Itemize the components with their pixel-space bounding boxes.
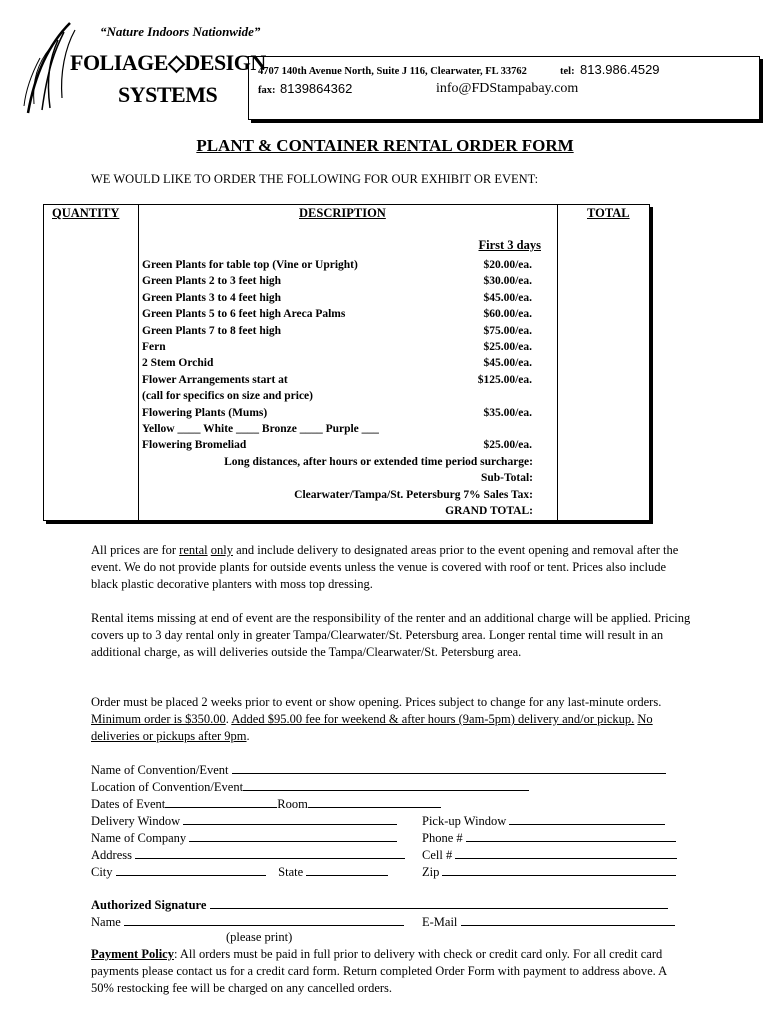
item-price <box>420 388 532 404</box>
text: . <box>246 729 250 743</box>
item-desc: Green Plants 3 to 4 feet high <box>142 291 282 304</box>
address-row <box>91 847 405 863</box>
convention-label: Name of Convention/Event <box>91 763 229 777</box>
name-field[interactable] <box>124 914 404 926</box>
company-row <box>91 830 397 846</box>
pricing-paragraph <box>91 542 691 593</box>
phone-number: 813.986.4529 <box>580 62 660 77</box>
column-divider <box>557 204 558 521</box>
first-days-label: First 3 days <box>478 238 541 252</box>
convention-field[interactable] <box>232 762 666 774</box>
email-address[interactable]: info@FDStampabay.com <box>436 81 579 96</box>
header-description: DESCRIPTION <box>299 206 386 220</box>
item-price: $45.00/ea. <box>483 291 532 304</box>
cell-label: Cell # <box>422 848 453 862</box>
delivery-label: Delivery Window <box>91 814 181 828</box>
email-row <box>422 914 675 930</box>
signature-row <box>91 897 668 913</box>
signature-label: Authorized Signature <box>91 898 207 912</box>
company-label: Name of Company <box>91 831 187 845</box>
zip-row <box>422 864 676 880</box>
pickup-field[interactable] <box>509 813 665 825</box>
location-field[interactable] <box>243 779 529 791</box>
payment-policy <box>91 946 691 997</box>
payment-policy-label: Payment Policy <box>91 947 174 961</box>
signature-field[interactable] <box>210 897 668 909</box>
fax-number: 8139864362 <box>280 81 353 96</box>
state-label: State <box>278 865 304 879</box>
item-price: $25.00/ea. <box>483 439 532 452</box>
page-title: PLANT & CONTAINER RENTAL ORDER FORM <box>196 136 574 155</box>
delivery-row <box>91 813 397 829</box>
item-desc: Yellow ____ White ____ Bronze ____ Purple ___ <box>142 422 379 435</box>
phone-label: Phone # <box>422 831 463 845</box>
text-only: only <box>210 543 233 557</box>
convention-row <box>91 762 666 778</box>
city-field[interactable] <box>116 864 266 876</box>
table-summary <box>150 454 533 520</box>
fax-label: fax: <box>258 85 276 96</box>
cell-row <box>422 847 677 863</box>
header-total: TOTAL <box>587 206 630 220</box>
item-desc: Green Plants 5 to 6 feet high Areca Palms <box>142 308 346 321</box>
address-field[interactable] <box>135 847 405 859</box>
text: Order must be placed 2 weeks prior to event or show opening. Prices subject to change for any last-minute orders. <box>91 695 662 709</box>
item-desc: Flower Arrangements start at <box>142 373 288 386</box>
item-price: $125.00/ea. <box>477 373 532 386</box>
item-price: $45.00/ea. <box>483 357 532 370</box>
item-desc: (call for specifics on size and price) <box>142 390 313 403</box>
after-hours-fee: Added $95.00 fee for weekend & after hours (9am-5pm) delivery and/or pickup. <box>231 712 635 726</box>
no-deliveries: No deliveries or pickups after 9pm <box>91 712 653 743</box>
item-price <box>420 421 532 437</box>
email-label: E-Mail <box>422 915 458 929</box>
pickup-row <box>422 813 665 829</box>
address-label: Address <box>91 848 132 862</box>
missing-items-paragraph: Rental items missing at end of event are the responsibility of the renter and an additional charge will be applied. Pricing covers up to 3 day rental only in greater Tampa/Clearwater/St. Petersburg area. Longer rental time will result in an additional charge, as will deliveries outside the Tampa/Clearwater/St. Petersburg area. <box>91 611 691 659</box>
minimum-order: Minimum order is $350.00 <box>91 712 226 726</box>
payment-policy-text: : All orders must be paid in full prior to delivery with check or credit card only. For all credit card payments please contact us for a credit card form. Return completed Order Form with payment to address above. A 50% restocking fee will be charged on any cancelled orders. <box>91 947 667 995</box>
city-label: City <box>91 865 113 879</box>
dates-row <box>91 796 441 812</box>
text: and include delivery to designated areas prior to the event opening and removal after the event. We do not provide plants for outside events unless the venue is covered with roof or tent. Prices also include black plastic decorative planters with moss top dressing. <box>91 543 679 591</box>
item-price: $20.00/ea. <box>483 259 532 271</box>
email-field[interactable] <box>461 914 675 926</box>
phone-row <box>422 830 676 846</box>
grand-total-label: GRAND TOTAL: <box>445 505 533 518</box>
address: 4707 140th Avenue North, Suite J 116, Clearwater, FL 33762 <box>258 66 527 77</box>
city-row <box>91 864 388 880</box>
column-divider <box>138 204 139 521</box>
name-row <box>91 914 404 930</box>
item-descriptions <box>142 257 379 454</box>
cell-field[interactable] <box>455 847 677 859</box>
surcharge-label: Long distances, after hours or extended time period surcharge: <box>224 456 533 468</box>
tel-label: tel: <box>560 66 575 77</box>
subtotal-label: Sub-Total: <box>481 472 533 485</box>
subtitle: WE WOULD LIKE TO ORDER THE FOLLOWING FOR OUR EXHIBIT OR EVENT: <box>91 172 539 186</box>
item-price: $35.00/ea. <box>483 406 532 419</box>
text: All prices are for <box>91 543 180 557</box>
room-label: Room <box>277 797 308 811</box>
state-field[interactable] <box>306 864 388 876</box>
text-rental: rental <box>179 543 208 557</box>
item-price: $75.00/ea. <box>483 324 532 337</box>
delivery-field[interactable] <box>183 813 397 825</box>
zip-label: Zip <box>422 865 440 879</box>
item-desc: Green Plants 2 to 3 feet high <box>142 275 282 288</box>
name-label: Name <box>91 915 121 929</box>
tagline: “Nature Indoors Nationwide” <box>100 24 261 39</box>
zip-field[interactable] <box>442 864 676 876</box>
phone-field[interactable] <box>466 830 676 842</box>
item-desc: Green Plants 7 to 8 feet high <box>142 324 282 337</box>
sales-tax-label: Clearwater/Tampa/St. Petersburg 7% Sales Tax: <box>294 488 533 501</box>
item-desc: Flowering Plants (Mums) <box>142 406 268 419</box>
location-row <box>91 779 529 795</box>
print-hint: (please print) <box>226 930 293 944</box>
company-field[interactable] <box>189 830 397 842</box>
brand-name: FOLIAGE◇DESIGN <box>70 50 266 75</box>
item-desc: Green Plants for table top (Vine or Upright) <box>142 259 358 271</box>
order-policy-paragraph <box>91 694 691 745</box>
brand-name-line2: SYSTEMS <box>118 82 218 107</box>
dates-field[interactable] <box>165 796 277 808</box>
dates-label: Dates of Event <box>91 797 166 811</box>
pickup-label: Pick-up Window <box>422 814 507 828</box>
item-price: $30.00/ea. <box>483 275 532 288</box>
text: . <box>225 712 232 726</box>
header-quantity: QUANTITY <box>52 206 120 220</box>
item-price: $25.00/ea. <box>483 340 532 353</box>
item-desc: Flowering Bromeliad <box>142 439 247 452</box>
room-field[interactable] <box>308 796 441 808</box>
item-prices <box>420 257 532 454</box>
location-label: Location of Convention/Event <box>91 780 244 794</box>
item-desc: Fern <box>142 340 166 353</box>
item-price: $60.00/ea. <box>483 308 532 321</box>
item-desc: 2 Stem Orchid <box>142 357 214 370</box>
